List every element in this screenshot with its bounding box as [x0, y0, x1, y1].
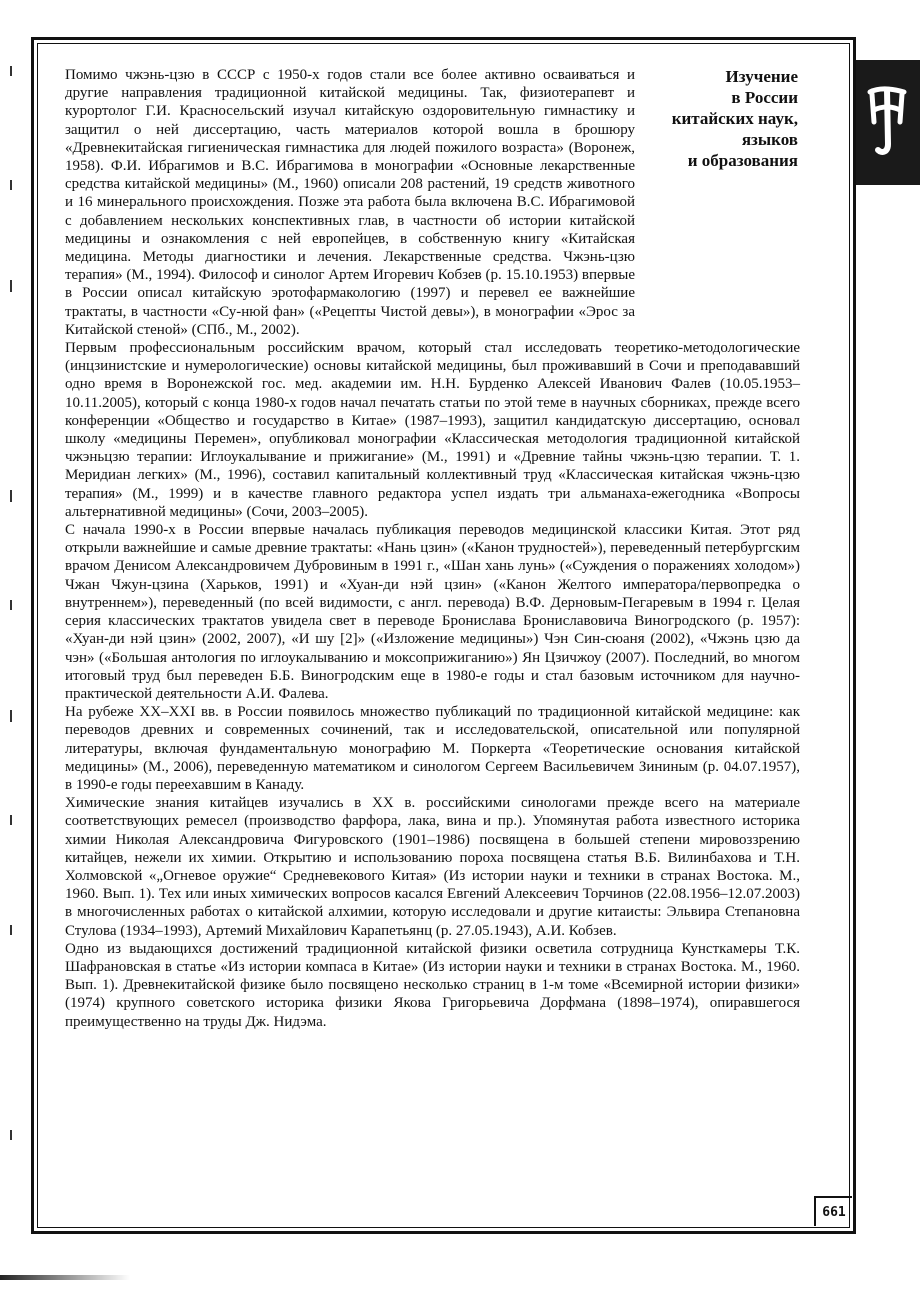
paragraph: С начала 1990-х в России впервые началась публикация переводов медицинской классики Китая. Этот ряд открыли важнейшие и самые древние трактаты: «Нань цзин» («Канон трудностей»), переведенный петербургским врачом Денисом Александровичем Дубровиным в 1991 г., «Шан хань лунь» («Суждения о поражениях холодом») Чжан Чжун-цзина (Харьков, 1991) и «Хуан-ди нэй цзин» («Канон Желтого императора/первопредка о внутреннем»), переведенный (по всей видимости, с англ. перевода) В.Ф. Дерновым-Пегаревым в 1994 г. Целая серия классических трактатов увидела свет в переводе Бронислава Брониславовича Виногродского (р. 1957): «Хуан-ди нэй цзин» (2002, 2007), «И шу [2]» («Изложение медицины») Чэн Син-сюаня (2002), «Чжэнь цзю да чэн» («Большая антология по иглоукалыванию и моксоприжиганию») Ян Цзичжоу (2007). Последний, во многом итоговый труд был переведен Б.Б. Виногродским еще в 1980-е годы и стал базовым источником для научно-практической деятельности А.И. Фалева.	[65, 522, 800, 702]
scan-margin-mark	[10, 1130, 12, 1140]
heading-line: и образования	[687, 151, 798, 170]
scan-margin-mark	[10, 710, 12, 722]
paragraph: Одно из выдающихся достижений традиционной китайской физики осветила сотрудница Кунсткамеры Т.К. Шафрановская в статье «Из истории компаса в Китае» (Из истории науки и техники в странах Востока. М., 1960. Вып. 1). Древнекитайской физике было посвящено несколько страниц в 1-м томе «Всемирной истории физики» (1974) крупного советского историка физики Якова Григорьевича Дорфмана (1898–1974), опиравшегося преимущественно на труды Дж. Нидэма.	[65, 940, 800, 1030]
paragraph: На рубеже XX–XXI вв. в России появилось множество публикаций по традиционной китайской медицине: как переводов древних и современных сочинений, так и исследовательской, описательной или популярной литературы, включая фундаментальную монографию М. Поркерта «Теоретические основания китайской медицины» (М., 2006), переведенную математиком и синологом Сергеем Васильевичем Зининым (р. 04.07.1957), в 1990-е годы переехавшим в Канаду.	[65, 704, 800, 793]
heading-line: Изучение	[725, 67, 798, 86]
scan-margin-mark	[10, 490, 12, 502]
main-article-text	[65, 66, 800, 1031]
scan-margin-mark	[10, 925, 12, 935]
paragraph: Первым профессиональным российским врачом, который стал исследовать теоретико-методологические (инцзинистские и нумерологические) основы китайской медицины, был проживавший в Сочи и преподававший одно время в Воронежской гос. мед. академии им. Н.Н. Бурденко Алексей Иванович Фалев (10.05.1953–10.11.2005), который с конца 1980-х годов начал печатать статьи по этой теме в научных сборниках, прежде всего конференции «Общество и государство в Китае» (1987–1993), защитил кандидатскую диссертацию, основал школу «медицины Перемен», опубликовал монографии «Классическая методология традиционной китайской чжэньцзю терапии: Иглоукалывание и прижигание» (М., 1991) и «Древние тайны чжэнь-цзю терапии. Т. 1. Меридиан легких» (М., 1996), составил капитальный коллективный труд «Классическая китайская чжэнь-цзю терапия» (М., 1999) и в качестве главного редактора успел издать три альманаха-ежегодника «Вопросы альтернативной медицины» (Сочи, 2003–2005).	[65, 340, 800, 520]
paragraph: Помимо чжэнь-цзю в СССР с 1950-х годов стали все более активно осваиваться и другие направления традиционной китайской медицины. Так, физиотерапевт и курортолог Г.И. Красносельский изучал китайскую оздоровительную гимнастику и защитил о ней диссертацию, часть материалов которой вошла в брошюру «Древнекитайская гигиеническая гимнастика для людей пожилого возраста» (Воронеж, 1958). Ф.И. Ибрагимов и В.С. Ибрагимова в монографии «Основные лекарственные средства китайской медицины» (М., 1960) описали 208 растений, 19 средств животного и 16 минерального происхождения. Позже эта работа была включена В.С. Ибрагимовой с добавлением нескольких конспективных глав, в частности об истории китайской медицины и ознакомления с ней европейцев, в собственную книгу «Китайская медицина. Методы диагностики и лечения. Лекарственные средства. Чжэнь-цзю терапия» (М., 1994). Философ и синолог Артем Игоревич Кобзев (р. 15.10.1953) впервые в России описал китайскую эротофармакологию (1997) и перевел ее важнейшие трактаты, в частности «Су-нюй фан» («Рецепты Чистой девы»), в монографии «Эрос за Китайской стеной» (СПб., М., 2002).	[65, 67, 635, 338]
ancient-chinese-character-icon	[864, 82, 912, 162]
scan-margin-mark	[10, 600, 12, 610]
scan-margin-mark	[10, 815, 12, 825]
scan-margin-mark	[10, 180, 12, 190]
heading-line: в России	[731, 88, 798, 107]
paragraph: Химические знания китайцев изучались в XX в. российскими синологами прежде всего на материале соответствующих ремесел (производство фарфора, лака, вина и пр.). Упомянутая работа известного историка химии Николая Александровича Фигуровского (1901–1986) посвящена в большей степени мировоззрению китайцев, нежели их химии. Открытию и использованию пороха посвящена статья В.Б. Вилинбахова и Т.Н. Холмовской «„Огневое оружие“ Средневекового Китая» (Из истории науки и техники в странах Востока. М., 1960. Вып. 1). Тех или иных химических вопросов касался Евгений Алексеевич Торчинов (22.08.1956–12.07.2003) в многочисленных работах о китайской алхимии, которую исследовали и другие китаисты: Эльвира Степановна Стулова (1934–1993), Артемий Михайлович Карапетьянц (р. 27.05.1943), А.И. Кобзев.	[65, 795, 800, 939]
scan-margin-mark	[10, 280, 12, 292]
page-number: 661	[814, 1196, 852, 1226]
section-thumb-tab	[856, 60, 920, 185]
heading-line: языков	[741, 130, 798, 149]
scan-edge-shadow	[0, 1275, 130, 1280]
scan-margin-mark	[10, 66, 12, 76]
heading-line: китайских наук,	[671, 109, 798, 128]
